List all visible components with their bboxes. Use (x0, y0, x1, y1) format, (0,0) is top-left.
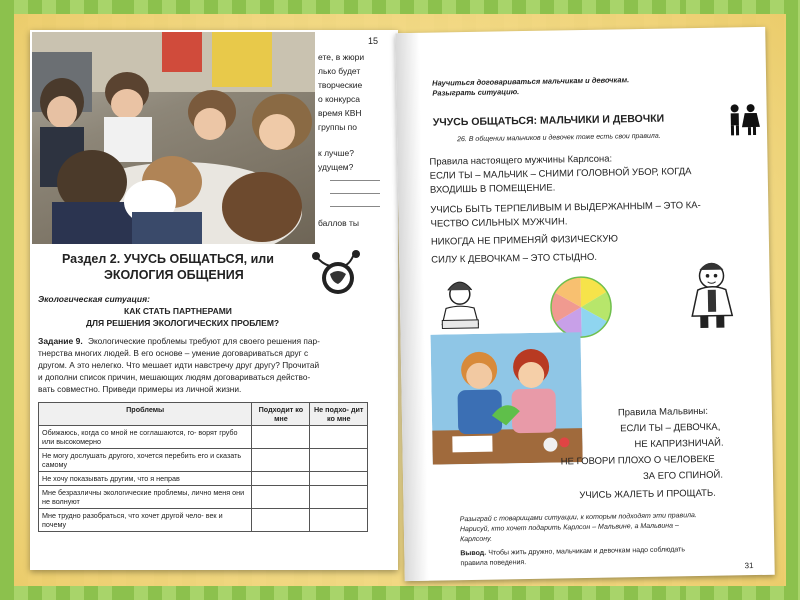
top-stripe (120, 0, 680, 14)
side-text-line: лько будет (318, 66, 361, 76)
malvina-rule: НЕ ГОВОРИ ПЛОХО О ЧЕЛОВЕКЕ (560, 453, 715, 468)
boy-girl-icon (724, 101, 761, 138)
side-text-line: творческие (318, 80, 363, 90)
side-text-line: время КВН (318, 108, 362, 118)
conclusion-label: Вывод. (460, 549, 487, 558)
problems-table (38, 402, 368, 532)
side-text-line: о конкурса (318, 94, 360, 104)
conclusion-line: правила поведения. (460, 559, 527, 568)
table-row (39, 509, 368, 532)
table-cell-empty[interactable] (310, 509, 368, 532)
table-header-row (39, 403, 368, 426)
side-text-line: удущем? (318, 162, 354, 172)
answer-line (330, 206, 380, 207)
right-book-page (395, 27, 775, 581)
bottom-stripe (120, 586, 680, 600)
left-page-number: 15 (368, 36, 379, 46)
intro-line2: Разыграть ситуацию. (432, 87, 520, 98)
answer-line (330, 180, 380, 181)
malvina-rule: ЕСЛИ ТЫ – ДЕВОЧКА, (620, 421, 721, 435)
right-page-number: 31 (744, 561, 754, 571)
color-wheel-illustration (547, 273, 614, 340)
malvina-rule: ЗА ЕГО СПИНОЙ. (642, 469, 724, 483)
table-cell: Не хочу показывать другим, что я неправ (39, 472, 252, 486)
table-row (39, 472, 368, 486)
play-text-line: Нарисуй, кто хочет подарить Карлсон – Мальвине, а Мальвина – (459, 522, 679, 534)
table-cell-empty[interactable] (252, 509, 310, 532)
task-line: тнерства многих людей. В его основе – умение договариваться друг с (38, 348, 309, 358)
side-text-line: к лучше? (318, 148, 354, 158)
table-cell-empty[interactable] (252, 449, 310, 472)
earth-character-icon (306, 246, 366, 301)
side-text-line: группы по (318, 122, 357, 132)
task-line: вать совместно. Приведи примеры из личной жизни. (38, 384, 242, 394)
karlson-rule: НИКОГДА НЕ ПРИМЕНЯЙ ФИЗИЧЕСКУЮ (430, 233, 619, 248)
section-title-line1: Раздел 2. УЧУСЬ ОБЩАТЬСЯ, или (62, 252, 274, 266)
task-line: 26. В общении мальчиков и девочек тоже есть свои правила. (457, 132, 661, 144)
table-cell: Мне безразличны экологические проблемы, лично меня они не волнуют (39, 486, 252, 509)
answer-line (330, 193, 380, 194)
karlson-rule: УЧИСЬ БЫТЬ ТЕРПЕЛИВЫМ И ВЫДЕРЖАННЫМ – ЭТО КА- (430, 199, 701, 216)
table-header: Не подхо- дит ко мне (310, 403, 368, 426)
table-cell-empty[interactable] (252, 486, 310, 509)
eco-title-line2: ДЛЯ РЕШЕНИЯ ЭКОЛОГИЧЕСКИХ ПРОБЛЕМ? (86, 318, 280, 328)
karlson-character-illustration (685, 259, 740, 332)
table-cell-empty[interactable] (252, 426, 310, 449)
table-cell: Мне трудно разобраться, что хочет другой чело- век и почему (39, 509, 252, 532)
table-cell-empty[interactable] (310, 449, 368, 472)
task-label: Задание 9. (38, 336, 83, 346)
task-line: Экологические проблемы требуют для своего решения пар- (88, 336, 320, 346)
table-cell-empty[interactable] (252, 472, 310, 486)
task-line: и дополни список причин, мешающих людям договариваться действо- (38, 372, 311, 382)
table-cell-empty[interactable] (310, 486, 368, 509)
table-row (39, 486, 368, 509)
reading-child-illustration (430, 278, 491, 335)
task-line: другом. А это нелегко. Что мешает идти навстречу друг другу? Прочитай (38, 360, 320, 370)
children-at-table-illustration (32, 32, 315, 244)
play-text-line: Карлсону. (460, 535, 493, 544)
karlson-rule: ЕСЛИ ТЫ – МАЛЬЧИК – СНИМИ ГОЛОВНОЙ УБОР, КОГДА (429, 166, 692, 182)
conclusion-line: Чтобы жить дружно, мальчикам и девочкам надо соблюдать (488, 546, 686, 557)
children-painting-illustration (431, 332, 583, 465)
intro-line1: Научиться договариваться мальчикам и девочкам. (432, 75, 630, 88)
table-row (39, 449, 368, 472)
malvina-heading: Правила Мальвины: (617, 405, 709, 419)
page-title: УЧУСЬ ОБЩАТЬСЯ: МАЛЬЧИКИ И ДЕВОЧКИ (432, 112, 665, 129)
table-cell-empty[interactable] (310, 426, 368, 449)
karlson-rule: ЧЕСТВО СИЛЬНЫХ МУЖЧИН. (430, 216, 568, 230)
karlson-rule: ВХОДИШЬ В ПОМЕЩЕНИЕ. (429, 182, 556, 196)
play-text-line: Разыграй с товарищами ситуации, к которым подходят эти правила. (459, 512, 697, 524)
section-title-line2: ЭКОЛОГИЯ ОБЩЕНИЯ (104, 268, 244, 282)
eco-situation-label: Экологическая ситуация: (38, 294, 150, 304)
table-header: Подходит ко мне (252, 403, 310, 426)
table-header: Проблемы (39, 403, 252, 426)
classroom-photo (32, 32, 315, 244)
malvina-rule: НЕ КАПРИЗНИЧАЙ. (634, 437, 724, 451)
side-text-line: ете, в жюри (318, 52, 365, 62)
left-book-page (30, 30, 398, 570)
table-cell-empty[interactable] (310, 472, 368, 486)
table-cell: Не могу дослушать другого, хочется перебить его и сказать самому (39, 449, 252, 472)
table-cell: Обижаюсь, когда со мной не соглашаются, го- ворят грубо или высокомерно (39, 426, 252, 449)
karlson-heading: Правила настоящего мужчины Карлсона: (429, 153, 613, 168)
table-row (39, 426, 368, 449)
eco-title-line1: КАК СТАТЬ ПАРТНЕРАМИ (124, 306, 232, 316)
side-text-line: баллов ты (318, 218, 360, 228)
karlson-rule: СИЛУ К ДЕВОЧКАМ – ЭТО СТЫДНО. (431, 251, 598, 266)
malvina-rule: УЧИСЬ ЖАЛЕТЬ И ПРОЩАТЬ. (579, 487, 716, 502)
